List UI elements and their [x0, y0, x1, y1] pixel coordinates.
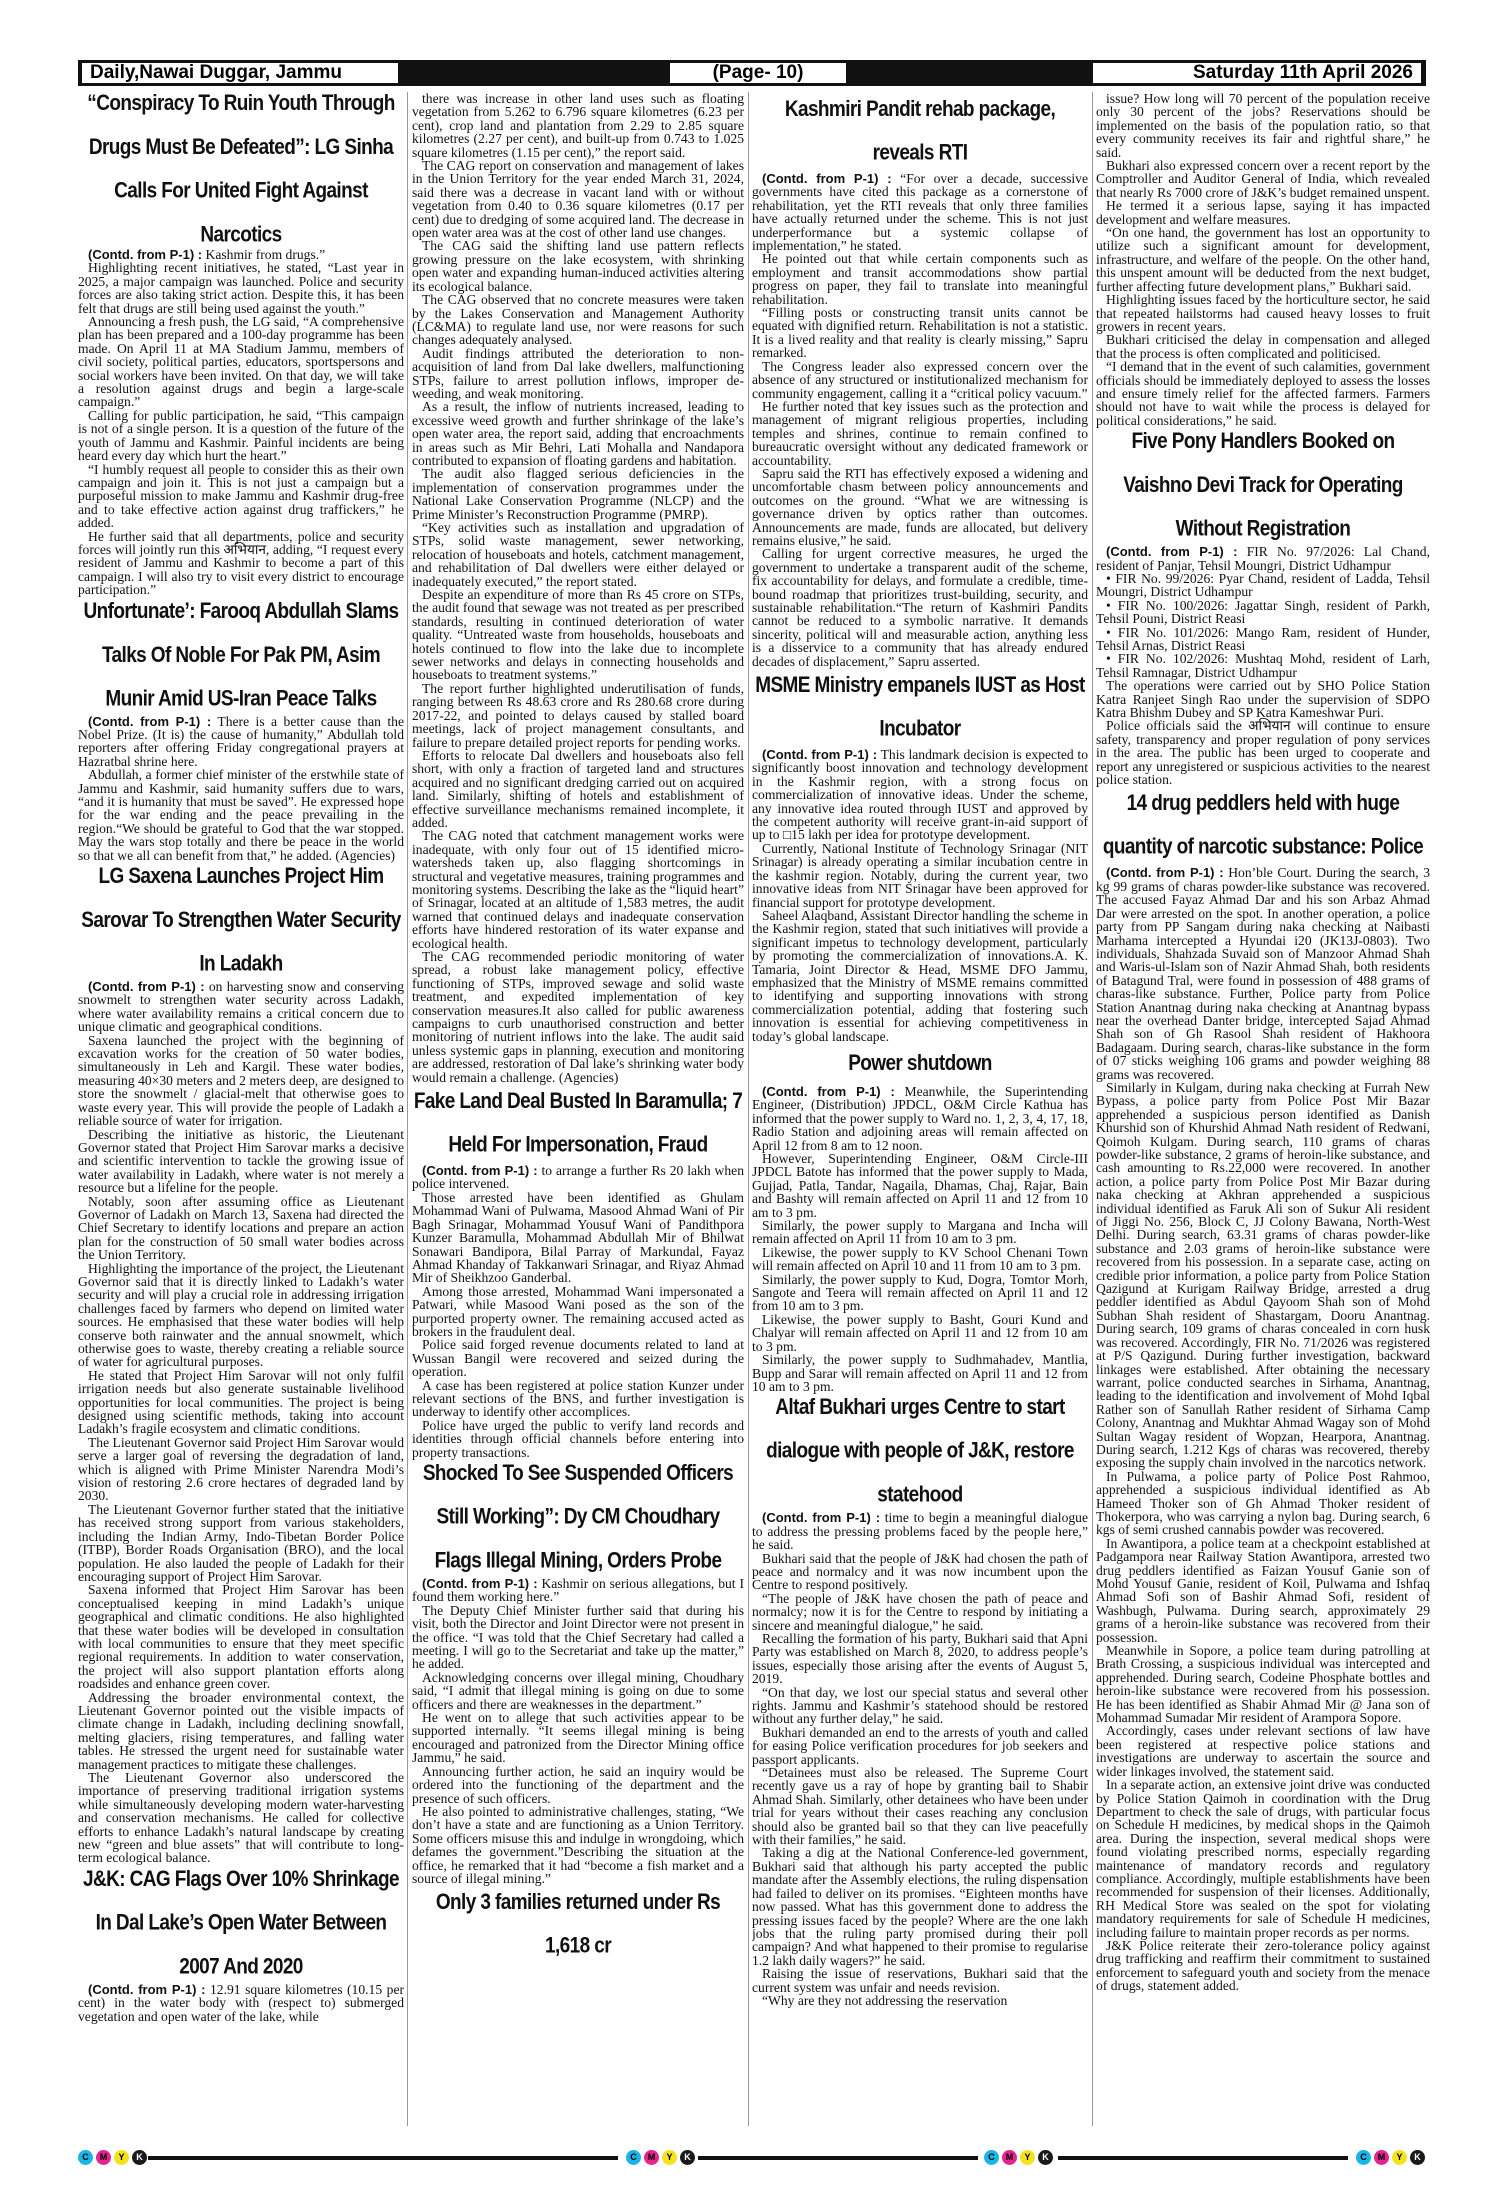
article-paragraph [412, 1671, 744, 1711]
article-paragraph [1096, 92, 1430, 159]
article [78, 94, 404, 597]
paragraph-text: Raising the issue of reservations, Bukhari said that the current system was unfair and needs revision. [752, 1966, 1088, 1995]
article-paragraph [412, 1379, 744, 1419]
article-paragraph [78, 1583, 404, 1690]
article-paragraph [752, 1085, 1088, 1152]
paragraph-text: time to begin a meaningful dialogue to address the pressing problems faced by the people here,” he said. [752, 1510, 1088, 1553]
article [1096, 429, 1430, 786]
article-paragraph [752, 252, 1088, 306]
article-paragraph [752, 1152, 1088, 1219]
paragraph-text: on harvesting snow and conserving snowmelt to strengthen water security across Ladakh, where water availability remains a critical concern due to unique climatic and geographical conditions. [78, 979, 404, 1035]
article-paragraph [1096, 719, 1430, 786]
paragraph-text: He went on to allege that such activities appear to be supported internally. “It seems illegal mining is being encouraged and patronized from the Director Mining office Jammu,” he said. [412, 1710, 744, 1766]
column-4 [1096, 92, 1430, 2126]
paragraph-text: In a separate action, an extensive joint drive was conducted by Police Station Qaimoh in coordination with the Drug Department to check the sale of drugs, with particular focus on Schedule H medicines, by medical shops in the Qaimoh area. During the inspection, several medical shops were found violating prescribed norms, especially regarding maintenance of mandatory records and regulatory compliance. Accordingly, multiple establishments have been recommended for suspension of their licenses. Additionally, RH Medical Store was sealed on the spot for violating mandatory requirements for sale of Schedule H medicines, including failure to maintain proper records as per norms. [1096, 1777, 1430, 1940]
article-paragraph [752, 400, 1088, 467]
article-paragraph [412, 1604, 744, 1671]
paragraph-text: Kashmir on serious allegations, but I found them working here.” [412, 1576, 744, 1605]
continuation-marker: (Contd. from P-1) : [762, 171, 892, 186]
article [78, 1867, 404, 2023]
page-number: (Page- 10) [670, 63, 846, 83]
paragraph-text: Similarly, the power supply to Sudhmahadev, Mantlia, Bupp and Sarar will remain affected on April 11 and 12 from 10 am to 3 pm. [752, 1352, 1088, 1394]
cmyk-dot-m: M [1374, 2150, 1389, 2165]
article-headline: “Conspiracy To Ruin Youth Through Drugs Must Be Defeated”: LG Sinha Calls For United Fight Against Narcotics [87, 92, 395, 248]
article-paragraph [78, 1503, 404, 1583]
article-paragraph [752, 1552, 1088, 1592]
article-paragraph [752, 1686, 1088, 1726]
article-paragraph [752, 842, 1088, 909]
article-paragraph [752, 1219, 1088, 1246]
article-paragraph [412, 829, 744, 950]
paragraph-text: Those arrested have been identified as Ghulam Mohammad Wani of Pulwama, Masood Ahmad Wani of Pir Bagh Srinagar, Mohammad Yousuf Wani of Pandithpora Kunzer Baramulla, Mohammad Abdullah Mir of Bhilwat Sonawari Bandipora, Bilal Parray of Markundal, Fayaz Ahmad Khanday of Takkanwari Srinagar, and Riyaz Ahmad Mir of Sheikhzoo Ganderbal. [412, 1189, 744, 1286]
paragraph-text: • FIR No. 101/2026: Mango Ram, resident of Hunder, Tehsil Arnas, District Reasi [1096, 624, 1430, 653]
paragraph-text: Police said forged revenue documents related to land at Wussan Bangil were recovered and seized during the operation. [412, 1337, 744, 1380]
paragraph-text: Recalling the formation of his party, Bukhari said that Apni Party was established on March 8, 2020, to address people’s issues, especially those arising after the events of August 5, 2019. [752, 1630, 1088, 1687]
article-paragraph [412, 239, 744, 293]
cmyk-dot-c: C [626, 2150, 641, 2165]
paragraph-text: Bukhari said that the people of J&K had chosen the path of peace and normalcy and it was now incumbent upon the Centre to respond positively. [752, 1550, 1088, 1593]
article-paragraph [752, 1246, 1088, 1273]
paper-name: Daily,Nawai Duggar, Jammu [82, 63, 398, 83]
paragraph-text: A case has been registered at police station Kunzer under relevant sections of the BNS, and further investigation is underway to identify other accomplices. [412, 1377, 744, 1420]
paragraph-text: He termed it a serious lapse, saying it has impacted development and welfare measures. [1096, 198, 1430, 227]
paragraph-text: Likewise, the power supply to Basht, Gouri Kund and Chalyar will remain affected on April 11 and 12 from 10 am to 3 pm. [752, 1311, 1088, 1354]
article [752, 94, 1088, 668]
paragraph-text: Highlighting issues faced by the horticulture sector, he said that repeated hailstorms had caused heavy losses to fruit growers in recent years. [1096, 292, 1430, 334]
cmyk-registration-marks [626, 2150, 695, 2166]
article-paragraph [752, 1273, 1088, 1313]
continuation-marker: (Contd. from P-1) : [762, 747, 878, 763]
paragraph-text: Similarly in Kulgam, during naka checking at Furrah New Bypass, a police party from Police Post Mir Bazar apprehended a suspicious person identified as Danish Khurshid son of Khurshid Ahmad Nath resident of Redwani, Qoimoh Kulgam. During search, 110 grams of charas powder-like substance, 2 grams of heroin-like substance, and cash amounting to Rs.22,000 were recovered. In another action, a police party from Police Post Mir Bazar during naka checking at Akhran apprehended a suspicious individual identified as Faruk Ali son of Sukur Ali resident of Jiggi No. 256, Block C, JJ Colony Bawana, North-West Delhi. During search, 63.31 grams of charas powder-like substance and 2.03 grams of heroin-like substance were recovered from his possession. In a separate case, acting on credible prior information, a police party from Police Station Qazigund at Kurigam Railway Bridge, arrested a drug peddler identified as Abdul Qayoom Shah son of Mohd Subhan Shah resident of Shastargam, Dooru Anantnag. During search, 109 grams of charas concealed in corn husk was recovered. Accordingly, FIR No. 71/2026 was registered at P/S Qazigund. During further investigation, backward linkages were established. After obtaining the necessary warrant, police conducted searches in Sirhama, Anantnag, leading to the identification and involvement of Mohd Iqbal Rather son of Sanullah Rather resident of Sirhama Camp Colony, Anantnag and Mukhtar Ahmad Wagay son of Mohd Sultan Wagay resident of Wopzan, Hearpora, Anantnag. During search, 1.212 Kgs of charas was recovered, thereby exposing the supply chain involved in the narcotics network. [1096, 1079, 1430, 1471]
paragraph-text: “Detainees must also be released. The Supreme Court recently gave us a ray of hope by granting bail to Shabir Ahmad Shah. Similarly, other detainees who have been under trial for years without their cases reaching any conclusion should also be granted bail so that they can live peacefully with their families,” he said. [752, 1765, 1088, 1848]
article-paragraph [752, 1592, 1088, 1632]
article-paragraph [78, 1436, 404, 1503]
paragraph-text: He further noted that key issues such as the protection and management of migrant religious properties, including temples and shrines, continue to remain confined to bureaucratic oversight without any dedicated framework or accountability. [752, 398, 1088, 468]
paragraph-text: Highlighting the importance of the project, the Lieutenant Governor said that it is directly linked to Ladakh’s water security and will play a crucial role in addressing irrigation challenges faced by farmers who depend on limited water sources. He emphasised that these water bodies will help conserve both rainwater and the annual snowmelt, which otherwise goes to waste, thereby creating a reliable source of water for agricultural purposes. [78, 1260, 404, 1370]
continuation-marker: (Contd. from P-1) : [422, 1576, 538, 1591]
article-paragraph [1096, 1778, 1430, 1939]
article-paragraph [78, 1262, 404, 1369]
article-paragraph [78, 1195, 404, 1262]
article-paragraph [752, 1726, 1088, 1766]
paragraph-text: The Lieutenant Governor further stated that the initiative has received strong support from various stakeholders, including the Indian Army, Indo-Tibetan Border Police (ITBP), Border Roads Organisation (BRO), and the local population. He also lauded the people of Ladakh for their encouraging support of Project Him Sarovar. [78, 1501, 404, 1584]
paragraph-text: There is a better cause than the Nobel Prize. (It is) the cause of humanity,” Abdullah told reporters after offering Friday congregational prayers at Hazratbal shrine here. [78, 713, 404, 769]
continuation-marker: (Contd. from P-1) : [762, 1083, 895, 1099]
paragraph-text: Acknowledging concerns over illegal mining, Choudhary said, “I admit that illegal mining is going on due to some officers and there are weaknesses in the department.” [412, 1669, 744, 1712]
cmyk-dot-c: C [78, 2150, 93, 2165]
paragraph-text: “On one hand, the government has lost an opportunity to utilize such a significant amount for development, infrastructure, and welfare of the people. On the other hand, this unspent amount will be deducted from the next budget, further affecting future development plans,” Bukhari said. [1096, 225, 1430, 294]
article-paragraph [1096, 652, 1430, 679]
paragraph-text: Announcing a fresh push, the LG said, “A comprehensive plan has been prepared and a 100-day programme has been made. On April 11 at MA Stadium Jammu, members of civil society, political parties, educators, sportspersons and social workers have been invited. On that day, we will take a resolution against drugs and begin a large-scale campaign.” [78, 314, 404, 410]
paragraph-text: Abdullah, a former chief minister of the erstwhile state of Jammu and Kashmir, said humanity suffers due to wars, “and it is humanity that must be saved”. He expressed hope for the war ending and the peace prevailing in the region.“We should be grateful to God that the war stopped. May the wars stop totally and there be peace in the world so that we all can benefit from that,” he added. (Agencies) [78, 767, 404, 863]
paragraph-text: Currently, National Institute of Technology Srinagar (NIT Srinagar) is already operating a similar incubation centre in the kashmir region. Notably, during the current year, two innovative ideas from NIT Srinagar have been approved for financial support for prototype development. [752, 840, 1088, 910]
article [412, 92, 744, 1084]
paragraph-text: The CAG noted that catchment management works were inadequate, with only four out of 15 identified micro-watersheds taken up, also flagging shortcomings in structural and vegetative measures, training programmes and monitoring systems. Describing the lake as the “liquid heart” of Srinagar, located at an altitude of 1,583 metres, the audit warned that continued delays and inadequate conservation efforts have hindered restoration of its water expanse and ecological health. [412, 828, 744, 951]
paragraph-text: The CAG said the shifting land use pattern reflects growing pressure on the lake ecosystem, with shrinking open water and expanding human-induced activities altering its ecological balance. [412, 238, 744, 294]
article-paragraph [78, 980, 404, 1034]
continuation-marker: (Contd. from P-1) : [88, 1981, 206, 1997]
cmyk-dot-k: K [132, 2150, 147, 2165]
article-paragraph [78, 1034, 404, 1128]
paragraph-text: Taking a dig at the National Conference-led government, Bukhari said that although his party accepted the public mandate after the Assembly elections, the ruling dispensation had failed to deliver on its promises. “Eighteen months have now passed. What has this government done to address the pressing issues faced by the people? Where are the one lakh jobs that the ruling party promised during their poll campaign? And what happened to their promise to regularise 1.2 lakh daily wagers?” he said. [752, 1845, 1088, 1968]
column-3 [752, 92, 1088, 2126]
article-paragraph [1096, 360, 1430, 427]
paragraph-text: Announcing further action, he said an inquiry would be ordered into the functioning of the department and the presence of such officers. [412, 1763, 744, 1806]
cmyk-dot-k: K [1410, 2150, 1425, 2165]
article-paragraph [1096, 572, 1430, 599]
column-rule [407, 92, 408, 2126]
paragraph-text: issue? How long will 70 percent of the population receive only 30 percent of the jobs? Reservations should be implemented on the basis of the population ratio, so that every community receives its fair and rightful share,” he said. [1096, 92, 1430, 160]
issue-date: Saturday 11th April 2026 [1093, 63, 1421, 83]
article-paragraph [412, 1191, 744, 1285]
cmyk-dot-c: C [984, 2150, 999, 2165]
article-paragraph [1096, 199, 1430, 226]
article-paragraph [752, 1766, 1088, 1846]
article-paragraph [78, 530, 404, 597]
paragraph-text: Similarly, the power supply to Margana and Incha will remain affected on April 11 from 10 am to 3 pm. [752, 1218, 1088, 1247]
paragraph-text: The Lieutenant Governor said Project Him Sarovar would serve a larger goal of reversing the degradation of land, which is aligned with Prime Minister Narendra Modi’s vision of restoring 2.6 crore hectares of degraded land by 2030. [78, 1434, 404, 1504]
article-paragraph [1096, 1939, 1430, 1993]
article-paragraph [1096, 226, 1430, 293]
cmyk-dot-m: M [96, 2150, 111, 2165]
paragraph-text: Hon’ble Court. During the search, 3 kg 99 grams of charas powder-like substance was recovered. The accused Fayaz Ahmad Dar and his son Arbaz Ahmad Dar were arrested on the spot. In another operation, a police party from PP Sangam during naka checking at Naibasti Marhama intercepted a Hyundai i20 (JK13J-0803). Two individuals, Shahzada Suvaid son of Manzoor Ahmad Shah and Waris-ul-Islam son of Nazir Ahmad Shah, both residents of Batagund Tral, were found in possession of 488 grams of charas-like substance. Further, Police party from Police Station Anantnag during naka checking at Anantnag bypass near the overhead Danter bridge, intercepted Sajad Ahmad Shah son of Gh Rasool Shah resident of Hakhoora Badagaam. During search, charas-like substance in the form of 07 sticks weighing 106 grams and powder weighing 88 grams was recovered. [1096, 865, 1430, 1082]
paragraph-text: The Congress leader also expressed concern over the absence of any structured or institutionalized mechanism for community engagement, calling it a “critical policy vacuum.” [752, 358, 1088, 401]
paragraph-text: In Awantipora, a police team at a checkpoint established at Padgampora near Railway Station Awantipora, arrested two drug peddlers identified as Faizan Yousuf Ganie son of Mohd Yousuf Ganie, resident of Koil, Pulwama and Ishfaq Ahmad Sofi son of Bashir Ahmad Sofi, resident of Washbugh, Pulwama. During search, approximately 29 grams of a heroin-like substance was recovered from their possession. [1096, 1535, 1430, 1645]
paragraph-text: • FIR No. 102/2026: Mushtaq Mohd, resident of Larh, Tehsil Ramnagar, District Udhampur [1096, 651, 1430, 680]
paragraph-text: The Lieutenant Governor also underscored the importance of preserving traditional irrigation systems while simultaneously developing modern water-harvesting and conservation mechanisms. He called for collective efforts to enhance Ladakh’s natural landscape by creating new “green and blue assets” that will contribute to long-term ecological balance. [78, 1770, 404, 1866]
paragraph-text: Sapru said the RTI has effectively exposed a widening and uncomfortable chasm between policy announcements and outcomes on the ground. “What we are witnessing is governance driven by optics rather than outcomes. Announcements are made, funds are allocated, but delivery remains elusive,” he said. [752, 465, 1088, 548]
article-paragraph [1096, 866, 1430, 1081]
paragraph-text: J&K Police reiterate their zero-tolerance policy against drug trafficking and reaffirm their commitment to sustained enforcement to safeguard youth and society from the menace of drugs, statement added. [1096, 1937, 1430, 1994]
paragraph-text: • FIR No. 100/2026: Jagattar Singh, resident of Parkh, Tehsil Pouni, District Reasi [1096, 597, 1430, 627]
paragraph-text: This landmark decision is expected to significantly boost innovation and technology development in the Kashmir region, with a strong focus on commercialization of innovative ideas. Under the scheme, any innovative idea routed through IUST and approved by the competent authority will receive grant-in-aid support of up to □15 lakh per idea for prototype development. [752, 747, 1088, 843]
page-footer [78, 2150, 1426, 2166]
article-paragraph [1096, 626, 1430, 653]
paragraph-text: Despite an expenditure of more than Rs 45 crore on STPs, the audit found that sewage was not treated as per prescribed standards, resulting in continued deterioration of water quality. “Untreated waste from households, houseboats and hotels continued to flow into the lake due to incomplete sewer networks and delays in connecting households and houseboats to treatment systems.” [412, 587, 744, 683]
column-1 [78, 92, 404, 2126]
article-paragraph [752, 909, 1088, 1043]
paragraph-text: He also pointed to administrative challenges, stating, “We don’t have a state and are functioning as a Union Territory. Some officers misuse this and indulge in wrongdoing, which defames the government.”Describing the situation at the office, he remarked that it had “become a fish market and a source of illegal mining.” [412, 1803, 744, 1886]
cmyk-registration-marks [984, 2150, 1053, 2166]
article-paragraph [412, 1711, 744, 1765]
article-paragraph [1096, 679, 1430, 719]
article-headline: Power shutdown [848, 1051, 992, 1076]
article-paragraph [78, 768, 404, 862]
article-paragraph [78, 463, 404, 530]
paragraph-text: Kashmir from drugs.” [205, 247, 326, 262]
paragraph-text: Meanwhile in Sopore, a police team during patrolling at Brath Crossing, a suspicious individual was intercepted and apprehended. During search, Codeine Phosphate bottles and heroin-like substance were recovered from his possession. He has been identified as Shabir Ahmad Mir @ Jana son of Mohammad Sumadar Mir resident of Arampora Sopore. [1096, 1643, 1430, 1726]
article-paragraph [412, 1805, 744, 1885]
article-paragraph [412, 1164, 744, 1191]
paragraph-text: there was increase in other land uses such as floating vegetation from 5.262 to 6.796 square kilometres (6.23 per cent), crop land and plantation from 2.29 to 2.85 square kilometres (2.27 per cent), and built-up from 0.743 to 1.025 square kilometres (1.15 per cent),” the report said. [412, 92, 744, 160]
paragraph-text: Saxena launched the project with the beginning of excavation works for the creation of 50 water bodies, simultaneously in Leh and Kargil. These water bodies, measuring 40×30 meters and 2 meters deep, are designed to store the snowmelt / glacial-melt that otherwise goes to waste every year. This will provide the people of Ladakh a reliable source of water for irrigation. [78, 1032, 404, 1129]
article-paragraph [412, 400, 744, 467]
paragraph-text: He further said that all departments, police and security forces will jointly run this अभियान, adding, “I request every resident of Jammu and Kashmir to become a part of this campaign. I will also try to visit every district to encourage participation.” [78, 528, 404, 598]
cmyk-dot-y: Y [1020, 2150, 1035, 2165]
cmyk-dot-k: K [680, 2150, 695, 2165]
paragraph-text: Efforts to relocate Dal dwellers and houseboats also fell short, with only a fraction of targeted land and structures acquired and no significant dredging carried out on acquired land. Similarly, shifting of hotels and establishment of effective surveillance mechanisms remained incomplete, it added. [412, 747, 744, 830]
article-paragraph [412, 92, 744, 159]
article-paragraph [752, 467, 1088, 547]
column-rule [1092, 92, 1093, 2126]
article-paragraph [78, 409, 404, 463]
paragraph-text: Accordingly, cases under relevant sections of law have been registered at respective police stations and investigations are underway to ascertain the source and wider linkages involved, the statement said. [1096, 1723, 1430, 1779]
article-paragraph [752, 547, 1088, 668]
paragraph-text: “Why are they not addressing the reservation [762, 1992, 1008, 2008]
column-2 [412, 92, 744, 2126]
article-paragraph [78, 1771, 404, 1865]
article-headline: Altaf Bukhari urges Centre to start dialogue with people of J&K, restore statehood [766, 1395, 1074, 1508]
paragraph-text: “I demand that in the event of such calamities, government officials should be immediately deployed to assess the losses and ensure timely relief for the affected farmers. Farmers should not have to wait while the process is delayed for political considerations,” he said. [1096, 359, 1430, 428]
paragraph-text: Highlighting recent initiatives, he stated, “Last year in 2025, a major campaign was launched. Police and security forces are also taking strict action. Despite this, it has been felt that drugs are still being used against the youth.” [78, 260, 404, 316]
page-header [78, 60, 1426, 86]
article-headline: 14 drug peddlers held with huge quantity of narcotic substance: Police [1102, 791, 1424, 860]
article-headline: Fake Land Deal Busted In Baramulla; 7 Held For Impersonation, Fraud [413, 1089, 743, 1158]
article-paragraph [752, 1313, 1088, 1353]
article-headline: Shocked To See Suspended Officers Still Working”: Dy CM Choudhary Flags Illegal Mining, Orders Probe [422, 1461, 734, 1574]
article [1096, 788, 1430, 1992]
footer-rule [148, 2156, 618, 2160]
article-paragraph [412, 749, 744, 829]
column-rule [748, 92, 749, 2126]
article-paragraph [78, 315, 404, 409]
article [1096, 92, 1430, 427]
paragraph-text: Meanwhile, the Superintending Engineer, (Distribution) JPDCL, O&M Circle Kathua has informed that the power supply to Ward no. 1, 2, 3, 4, 17, 18, Radio Station and adjoining areas will remain affected on April 12 from 8 am to 12 noon. [752, 1083, 1088, 1153]
paragraph-text: Describing the initiative as historic, the Lieutenant Governor stated that Project Him Sarovar marks a decisive and scientific intervention to tackle the growing issue of water availability in Ladakh, where water is not merely a resource but a lifeline for the people. [78, 1126, 404, 1196]
article-paragraph [78, 261, 404, 315]
article-paragraph [78, 715, 404, 769]
article-paragraph [752, 1967, 1088, 1994]
paragraph-text: As a result, the inflow of nutrients increased, leading to excessive weed growth and further shrinkage of the lake’s open water area, the report said, adding that encroachments in areas such as Mir Behri, Lati Mohalla and Nandapora contributed to expansion of floating gardens and habitation. [412, 399, 744, 468]
article-paragraph [412, 467, 744, 521]
paragraph-text: The audit also flagged serious deficiencies in the implementation of conservation programmes under the National Lake Conservation Programme (NLCP) and the Prime Minister’s Reconstruction Programme (PMRP). [412, 466, 744, 522]
article [412, 1887, 744, 1963]
paragraph-text: “I humbly request all people to consider this as their own campaign and join it. This is not just a campaign but a purposeful mission to make Jammu and Kashmir drug-free and to take effective action against drug traffickers,” he added. [78, 461, 404, 531]
paragraph-text: The operations were carried out by SHO Police Station Katra Ranjeet Singh Rao under the supervision of SDPO Katra Bhishm Dubey and SP Katra Kameshwar Puri. [1096, 678, 1430, 721]
paragraph-text: to arrange a further Rs 20 lakh when police intervened. [412, 1163, 744, 1192]
paragraph-text: The report further highlighted underutilisation of funds, ranging between Rs 48.63 crore and Rs 280.68 crore during 2017-22, and pointed to delays caused by stalled board meetings, lack of project management consultants, and failure to prepare detailed project reports for pending works. [412, 680, 744, 750]
article-paragraph [1096, 1644, 1430, 1724]
paragraph-text: Similarly, the power supply to Kud, Dogra, Tomtor Morh, Sangote and Teera will remain affected on April 11 and 12 from 10 am to 3 pm. [752, 1271, 1088, 1314]
paragraph-text: He pointed out that while certain components such as employment and transit accommodations show partial progress on paper, they fail to translate into meaningful rehabilitation. [752, 251, 1088, 307]
continuation-marker: (Contd. from P-1) : [88, 247, 203, 262]
article-paragraph [752, 306, 1088, 360]
paragraph-text: Calling for urgent corrective measures, he urged the government to undertake a transparent audit of the scheme, fix accountability for delays, and formulate a credible, time-bound roadmap that prioritizes trust-building, security, and sustainable rehabilitation.“The return of Kashmiri Pandits cannot be reduced to a symbolic narrative. It demands sincerity, political will and measurable action, anything less is a disservice to a community that has already endured decades of displacement,” Sapru asserted. [752, 546, 1088, 669]
paragraph-text: “For over a decade, successive governments have cited this package as a cornerstone of rehabilitation, yet the RTI reveals that only three families have actually returned under the scheme. This is not just underperformance but a systemic collapse of implementation,” he stated. [752, 171, 1088, 254]
paragraph-text: Police have urged the public to verify land records and identities through official channels before entering into property transactions. [412, 1417, 744, 1460]
article-paragraph [412, 682, 744, 749]
paragraph-text: Police officials said the अभियान will continue to ensure safety, transparency and proper regulation of pony services in the area. The public has been urged to cooperate and report any unregistered or suspicious activities to the nearest police station. [1096, 718, 1430, 788]
article-paragraph [1096, 1537, 1430, 1644]
article-paragraph [1096, 1724, 1430, 1778]
paragraph-text: FIR No. 97/2026: Lal Chand, resident of Panjar, Tehsil Moungri, District Udhampur [1096, 544, 1430, 573]
continuation-marker: (Contd. from P-1) : [1106, 544, 1238, 560]
article-headline: Kashmiri Pandit rehab package, reveals RTI [784, 97, 1056, 166]
paragraph-text: In Pulwama, a police party of Police Post Rahmoo, apprehended a suspicious individual identified as Ab Hameed Thoker son of Gh Ahmad Thoker resident of Thokerpora, who was carrying a nylon bag. During search, 6 kgs of semi crushed cannabis powder was recovered. [1096, 1468, 1430, 1538]
article [412, 1461, 744, 1885]
cmyk-dot-y: Y [114, 2150, 129, 2165]
paragraph-text: Saheel Alaqband, Assistant Director handling the scheme in the Kashmir region, stated that such initiatives will provide a significant impetus to technology development, particularly by promoting the commercialization of innovations.A. K. Tamaria, Joint Director & Head, MSME DFO Jammu, emphasized that the Ministry of MSME remains committed to identifying and supporting innovations with strong commercialization potential, adding that fostering such innovation is essential for achieving competitiveness in today’s global landscape. [752, 907, 1088, 1044]
article-paragraph [412, 1338, 744, 1378]
paragraph-text: “On that day, we lost our special status and several other rights. Jammu and Kashmir’s statehood should be restored without any further delay,” he said. [752, 1684, 1088, 1727]
article-paragraph [78, 1369, 404, 1436]
article-headline: Unfortunate’: Farooq Abdullah Slams Talks Of Noble For Pak PM, Asim Munir Amid US-Iran Peace Talks [83, 599, 399, 711]
paragraph-text: Likewise, the power supply to KV School Chenani Town will remain affected on April 10 and 11 from 10 am to 3 pm. [752, 1244, 1088, 1274]
cmyk-registration-marks [1356, 2150, 1425, 2166]
article-paragraph [412, 347, 744, 401]
article-paragraph [412, 588, 744, 682]
article-paragraph [412, 159, 744, 239]
article-headline: J&K: CAG Flags Over 10% Shrinkage In Dal Lake’s Open Water Between 2007 And 2020 [83, 1867, 399, 1980]
paragraph-text: Notably, soon after assuming office as Lieutenant Governor of Ladakh on March 13, Saxena had directed the Chief Secretary to identify locations and prepare an action plan for the construction of 50 small water bodies across the Union Territory. [78, 1193, 404, 1263]
paragraph-text: Bukhari also expressed concern over a recent report by the Comptroller and Auditor General of India, which revealed that nearly Rs 7000 crore of J&K’s budget remained unspent. [1096, 158, 1430, 200]
article [78, 864, 404, 1865]
article-paragraph [1096, 1470, 1430, 1537]
article [752, 670, 1088, 1043]
paragraph-text: The Deputy Chief Minister further said that during his visit, both the Director and Joint Director were not present in the office. “I was told that the Chief Secretary had called a meeting. I will go to the Secretariat and take up the matter,” he added. [412, 1602, 744, 1672]
article-paragraph [412, 1765, 744, 1805]
article-paragraph [412, 950, 744, 1084]
cmyk-dot-k: K [1038, 2150, 1053, 2165]
cmyk-dot-y: Y [662, 2150, 677, 2165]
paragraph-text: • FIR No. 99/2026: Pyar Chand, resident of Ladda, Tehsil Moungri, District Udhampur [1096, 570, 1430, 600]
article-paragraph [752, 748, 1088, 842]
article-paragraph [752, 1994, 1088, 2007]
article-headline: LG Saxena Launches Project Him Sarovar To Strengthen Water Security In Ladakh [81, 864, 401, 977]
article-headline: Only 3 families returned under Rs 1,618 cr [435, 1890, 721, 1959]
article [752, 1045, 1088, 1393]
paragraph-text: However, Superintending Engineer, O&M Circle-III JPDCL Batote has informed that the power supply to Mada, Gujjad, Patla, Tandar, Nagaila, Dhamas, Chaj, Rajar, Bain and Bashty will remain affected on April 11 and 12 from 10 am to 3 pm. [752, 1151, 1088, 1220]
paragraph-text: Audit findings attributed the deterioration to non-acquisition of land from Dal lake dwellers, malfunctioning STPs, failure to arrest pollution inflows, improper de-weeding, and weak monitoring. [412, 345, 744, 401]
continuation-marker: (Contd. from P-1) : [422, 1163, 538, 1179]
article [78, 599, 404, 862]
paragraph-text: The CAG recommended periodic monitoring of water spread, a robust lake management policy, effective functioning of STPs, improved sewage and solid waste treatment, and expedited implementation of key conservation measures.It also called for public awareness campaigns to curb unauthorised construction and better monitoring of nutrient inflows into the lake. The audit said unless systemic gaps in planning, execution and monitoring are addressed, restoration of Dal lake’s shrinking water body would remain a challenge. (Agencies) [412, 949, 744, 1085]
article-headline: Five Pony Handlers Booked on Vaishno Devi Track for Operating Without Registration [1123, 429, 1403, 542]
continuation-marker: (Contd. from P-1) : [88, 713, 212, 729]
cmyk-dot-m: M [644, 2150, 659, 2165]
footer-rule [698, 2156, 978, 2160]
continuation-marker: (Contd. from P-1) : [1106, 865, 1224, 881]
article-paragraph [752, 360, 1088, 400]
article [412, 1086, 744, 1459]
cmyk-dot-m: M [1002, 2150, 1017, 2165]
paragraph-text: Calling for public participation, he said, “This campaign is not of a single person. It is a question of the future of the youth of Jammu and Kashmir. Painful incidents are being heard every day which hurt the heart.” [78, 407, 404, 464]
article-paragraph [78, 1128, 404, 1195]
paragraph-text: Bukhari demanded an end to the arrests of youth and called for easing Police verification procedures for job seekers and passport applicants. [752, 1724, 1088, 1767]
article-paragraph [412, 1285, 744, 1339]
paragraph-text: “The people of J&K have chosen the path of peace and normalcy; now it is for the Centre to respond by initiating a sincere and meaningful dialogue,” he said. [752, 1590, 1088, 1633]
cmyk-dot-y: Y [1392, 2150, 1407, 2165]
paragraph-text: Among those arrested, Mohammad Wani impersonated a Patwari, while Masood Wani posed as the son of the purported property owner. The remaining accused acted as brokers in the fraudulent deal. [412, 1283, 744, 1339]
paragraph-text: Saxena informed that Project Him Sarovar has been conceptualised keeping in mind Ladakh’s unique geographical and climatic conditions. He also highlighted that these water bodies will be developed in consultation with local communities to ensure that they meet specific regional requirements. In addition to water conservation, the project will also support plantation efforts along roadsides and enhance green cover. [78, 1582, 404, 1692]
paragraph-text: “Key activities such as installation and upgradation of STPs, solid waste management, sewer networking, relocation of houseboats and hotels, catchment management, and rehabilitation of Dal dwellers were either delayed or inadequately executed,” the report stated. [412, 520, 744, 589]
paragraph-text: The CAG report on conservation and management of lakes in the Union Territory for the year ended March 31, 2024, said there was a decrease in vacant land with or without vegetation from 0.40 to 0.36 square kilometres (0.17 per cent) due to dredging of some acquired land. The decrease in open water area was at the cost of other land use changes. [412, 158, 744, 241]
article-paragraph [1096, 159, 1430, 199]
article [752, 1395, 1088, 2007]
article-paragraph [1096, 293, 1430, 333]
continuation-marker: (Contd. from P-1) : [88, 979, 205, 995]
article-paragraph [752, 1846, 1088, 1967]
article-paragraph [412, 521, 744, 588]
paragraph-text: Bukhari criticised the delay in compensation and alleged that the process is often complicated and politicised. [1096, 332, 1430, 361]
article-paragraph [752, 1632, 1088, 1686]
paragraph-text: “Filling posts or constructing transit units cannot be equated with dignified return. Rehabilitation is not a statistic. It is a lived reality and that reality is clearly missing,” Sapru remarked. [752, 305, 1088, 361]
paragraph-text: Addressing the broader environmental context, the Lieutenant Governor pointed out the visible impacts of climate change in Ladakh, including declining snowfall, melting glaciers, rising temperatures, and falling water tables. He stressed the urgent need for sustainable water management practices to mitigate these challenges. [78, 1689, 404, 1772]
article-paragraph [752, 172, 1088, 252]
continuation-marker: (Contd. from P-1) : [762, 1510, 881, 1526]
cmyk-dot-c: C [1356, 2150, 1371, 2165]
article-paragraph [412, 293, 744, 347]
article-paragraph [1096, 333, 1430, 360]
paragraph-text: The CAG observed that no concrete measures were taken by the Lakes Conservation and Management Authority (LC&MA) to regulate land use, nor were reasons for such changes adequately analysed. [412, 292, 744, 348]
paragraph-text: 12.91 square kilometres (10.15 per cent) in the water body with (respect to) submerged vegetation and open water of the lake, while [78, 1981, 404, 2024]
article-headline: MSME Ministry empanels IUST as Host Incubator [755, 673, 1085, 742]
article-paragraph [78, 1691, 404, 1771]
cmyk-registration-marks [78, 2150, 147, 2166]
article-paragraph [1096, 599, 1430, 626]
article-paragraph [1096, 1081, 1430, 1470]
footer-rule [1058, 2156, 1348, 2160]
paragraph-text: He stated that Project Him Sarovar will not only fulfil irrigation needs but also generate sustainable livelihood opportunities for local communities. The project is being designed using scientific methods, taking into account Ladakh’s fragile ecosystem and climatic conditions. [78, 1367, 404, 1437]
